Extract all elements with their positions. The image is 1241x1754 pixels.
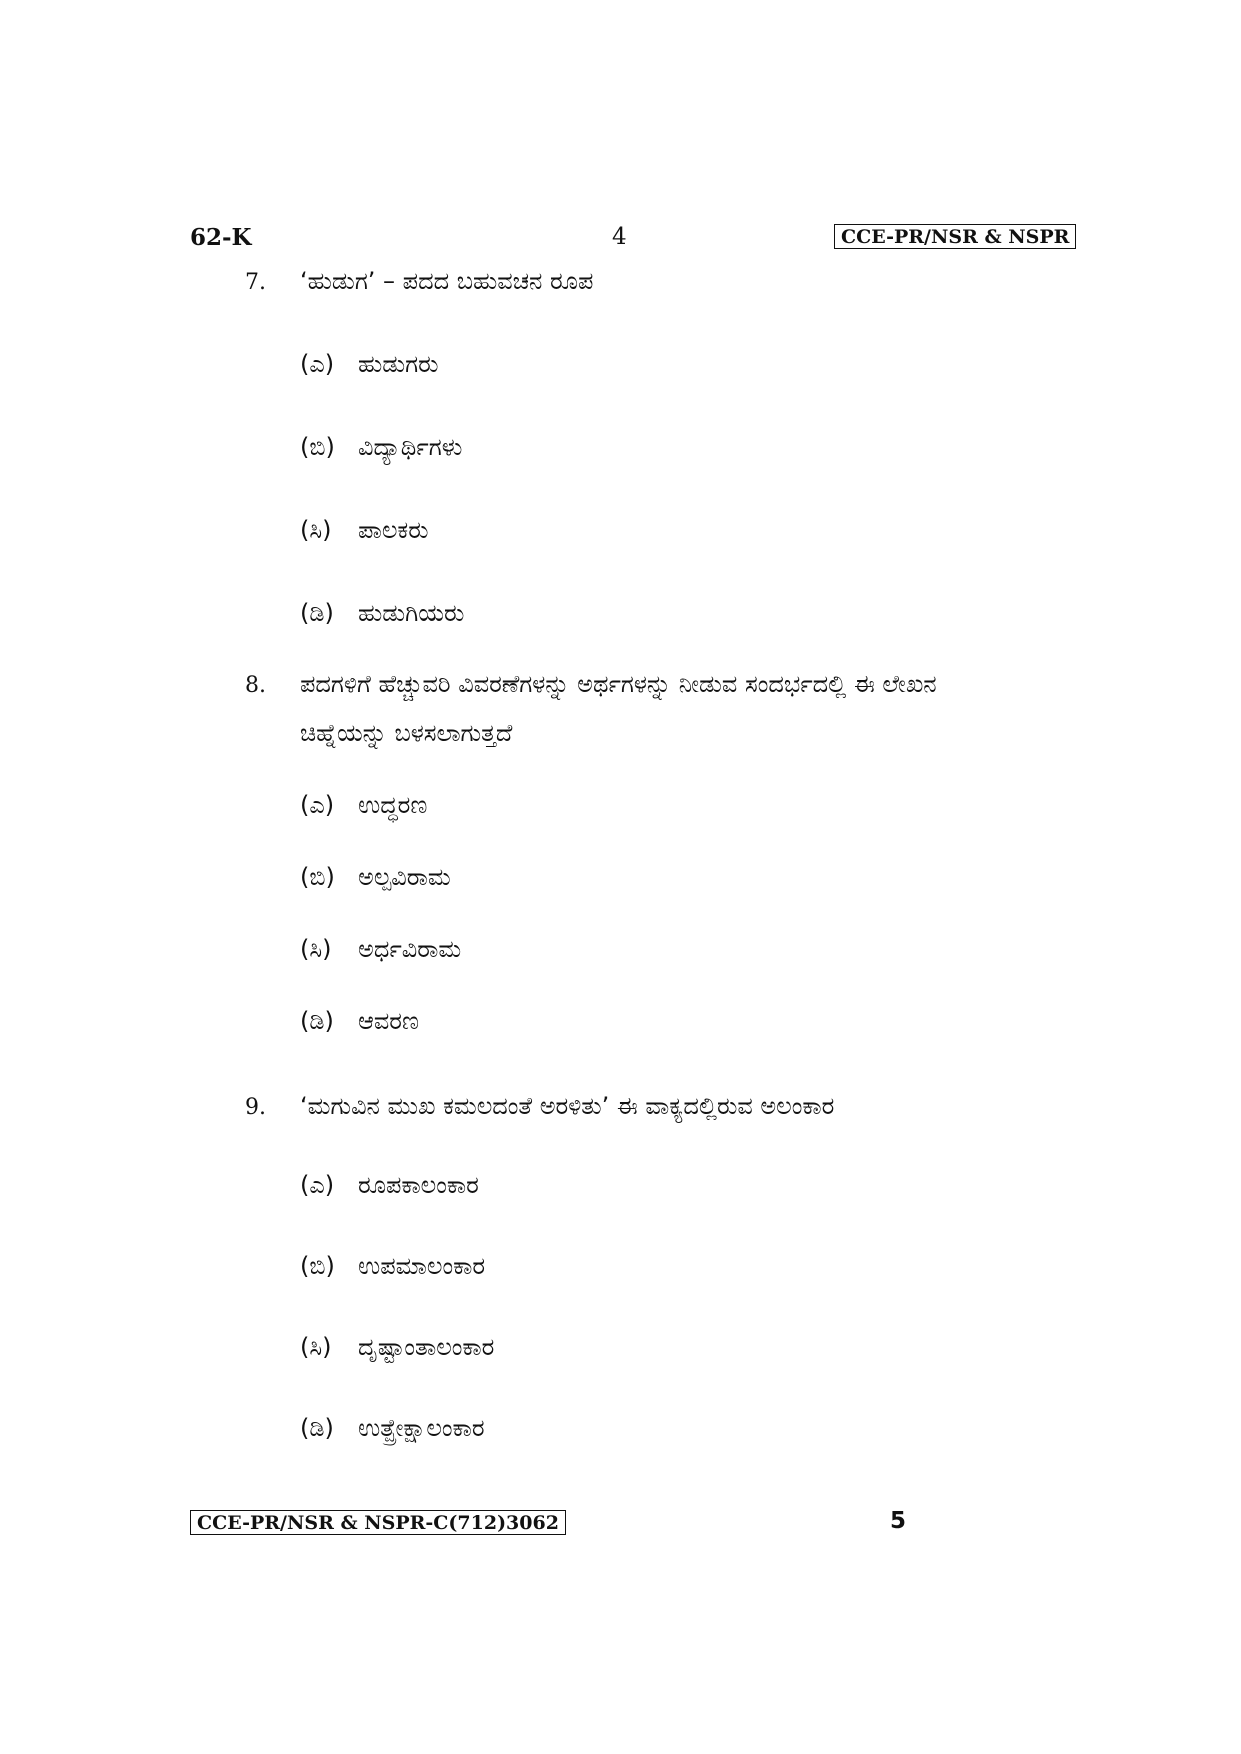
footer-page-number: 5 <box>890 1508 907 1534</box>
question-7-text: ‘ಹುಡುಗ’ – ಪದದ ಬಹುವಚನ ರೂಪ <box>300 267 594 295</box>
question-9-number: 9. <box>245 1095 266 1120</box>
option-text: ಅರ್ಧವಿರಾಮ <box>358 935 462 963</box>
option-label: (ಡಿ) <box>300 599 334 627</box>
question-7-option-b <box>300 433 462 461</box>
question-9-option-c <box>300 1333 494 1361</box>
option-text: ಅಲ್ಪವಿರಾಮ <box>358 863 451 891</box>
question-7-number: 7. <box>245 270 266 295</box>
question-8-option-b <box>300 863 451 891</box>
option-text: ದೃಷ್ಟಾಂತಾಲಂಕಾರ <box>358 1333 495 1361</box>
option-text: ರೂಪಕಾಲಂಕಾರ <box>358 1171 479 1199</box>
question-8-text-line-1: ಪದಗಳಿಗೆ ಹೆಚ್ಚುವರಿ ವಿವರಣೆಗಳನ್ನು ಅರ್ಥಗಳನ್ನು ನೀಡುವ ಸಂದರ್ಭದಲ್ಲಿ ಈ ಲೇಖನ <box>300 670 937 698</box>
question-8-option-a <box>300 791 427 819</box>
question-7-option-c <box>300 516 429 544</box>
option-text: ಪಾಲಕರು <box>358 516 429 544</box>
option-label: (ಎ) <box>300 791 335 819</box>
question-8-number: 8. <box>245 673 266 698</box>
question-7-option-d <box>300 599 464 627</box>
question-9-option-d <box>300 1414 485 1442</box>
option-label: (ಸಿ) <box>300 1333 332 1361</box>
option-label: (ಬಿ) <box>300 1252 335 1280</box>
option-text: ಉಪಮಾಲಂಕಾರ <box>358 1252 486 1280</box>
option-label: (ಎ) <box>300 1171 335 1199</box>
option-text: ಉತ್ಪ್ರೇಕ್ಷಾಲಂಕಾರ <box>358 1414 485 1442</box>
paper-code: 62-K <box>190 224 252 251</box>
option-text: ಹುಡುಗಿಯರು <box>358 599 465 627</box>
option-label: (ಬಿ) <box>300 433 335 461</box>
option-label: (ಡಿ) <box>300 1414 334 1442</box>
page-number: 4 <box>612 224 627 250</box>
option-text: ಆವರಣ <box>358 1007 419 1035</box>
option-label: (ಬಿ) <box>300 863 335 891</box>
option-label: (ಸಿ) <box>300 516 332 544</box>
footer-code-box: CCE-PR/NSR & NSPR-C(712)3062 <box>190 1510 566 1535</box>
question-9-text: ‘ಮಗುವಿನ ಮುಖ ಕಮಲದಂತೆ ಅರಳಿತು’ ಈ ವಾಕ್ಯದಲ್ಲಿರುವ ಅಲಂಕಾರ <box>300 1092 835 1120</box>
option-label: (ಸಿ) <box>300 935 332 963</box>
series-code-box: CCE-PR/NSR & NSPR <box>834 224 1076 249</box>
option-text: ಹುಡುಗರು <box>358 350 439 378</box>
question-9-option-a <box>300 1171 479 1199</box>
question-9-option-b <box>300 1252 485 1280</box>
question-7-option-a <box>300 350 439 378</box>
question-8-option-d <box>300 1007 419 1035</box>
question-8-text-line-2: ಚಿಹ್ನೆಯನ್ನು ಬಳಸಲಾಗುತ್ತದೆ <box>300 719 513 747</box>
option-text: ವಿದ್ಯಾರ್ಥಿಗಳು <box>358 433 463 461</box>
option-label: (ಎ) <box>300 350 335 378</box>
option-label: (ಡಿ) <box>300 1007 334 1035</box>
option-text: ಉದ್ಧರಣ <box>358 791 428 819</box>
question-8-option-c <box>300 935 461 963</box>
